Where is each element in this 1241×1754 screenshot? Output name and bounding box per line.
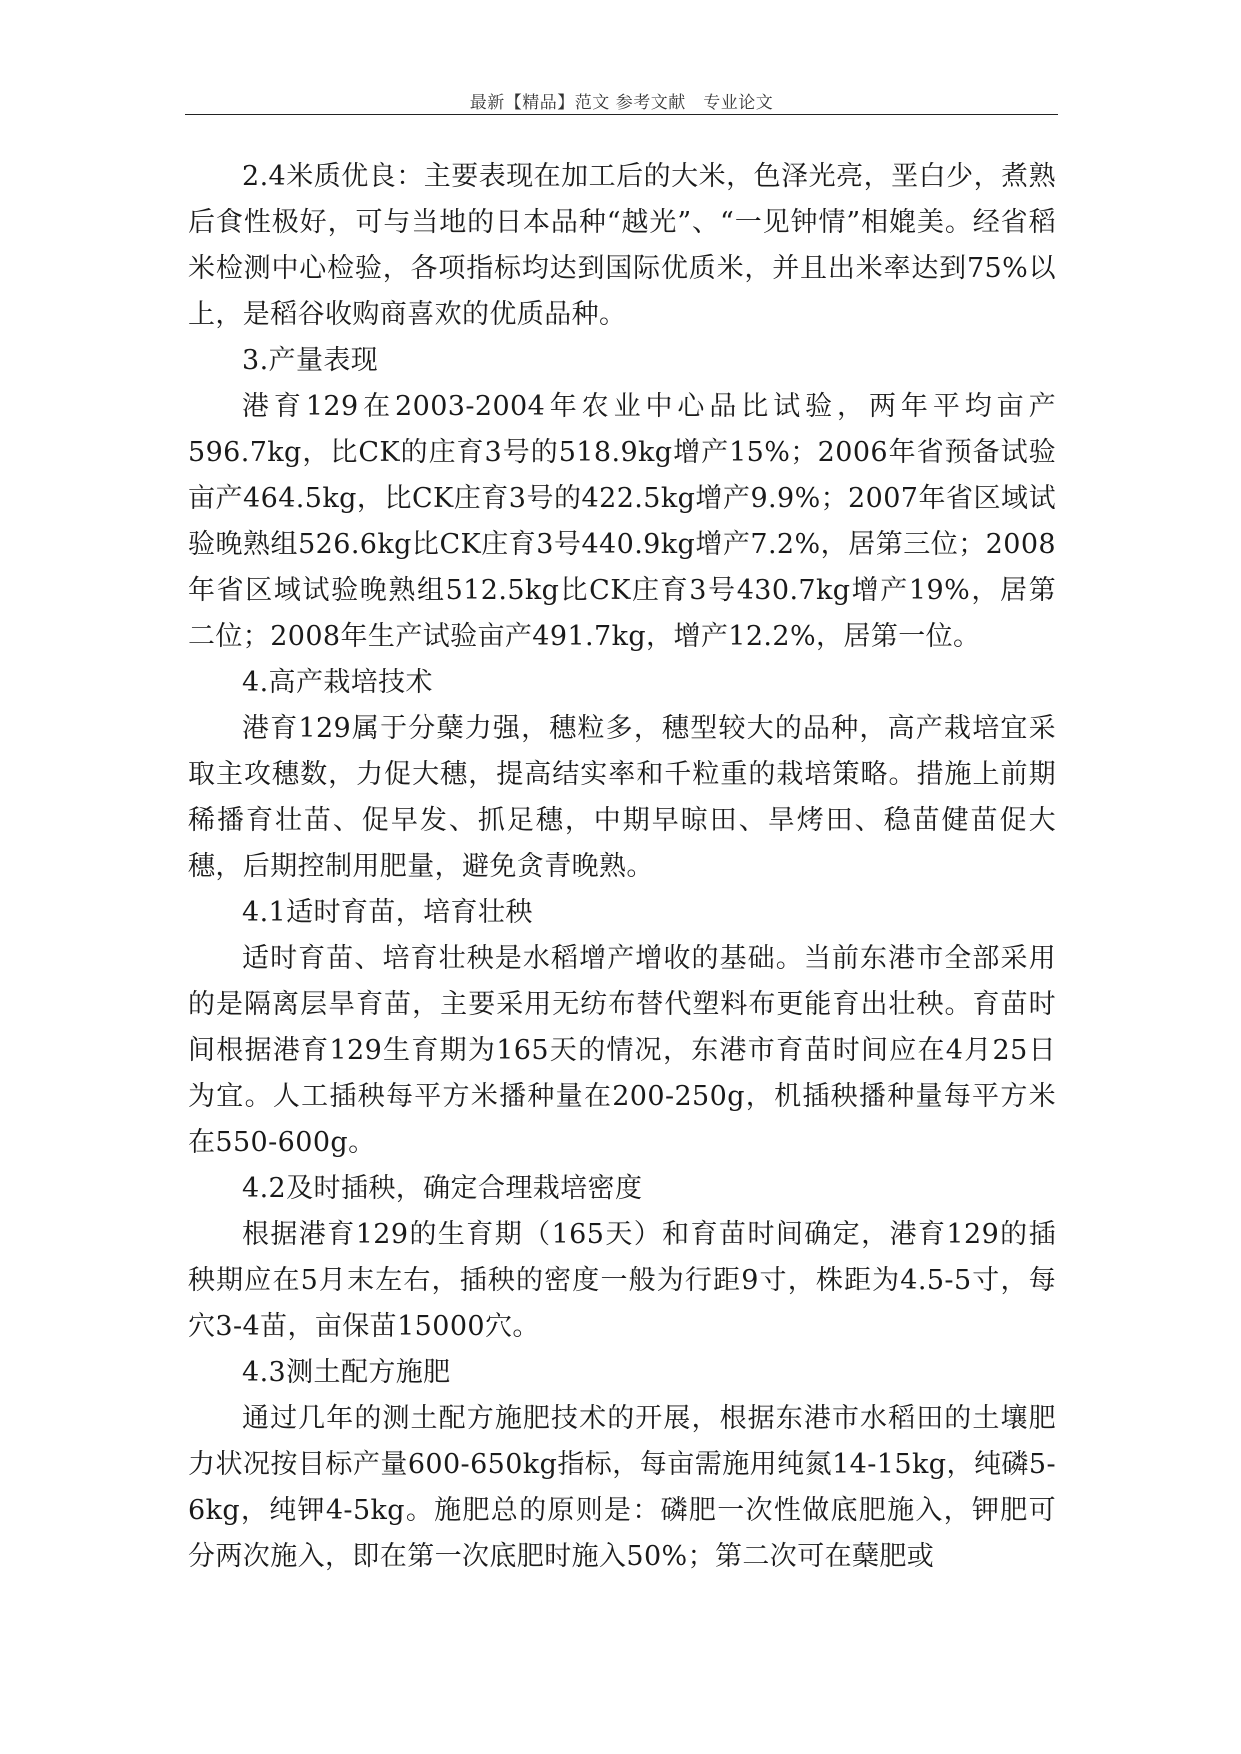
section-heading-cultivation: 4.高产栽培技术: [242, 667, 433, 698]
paragraph-rice-quality: 2.4米质优良：主要表现在加工后的大米，色泽光亮，垩白少，煮熟后食性极好，可与当地的日本品种“越光”、“一见钟情”相媲美。经省稻米检测中心检验，各项指标均达到国际优质米，并且出米率达到75%以上，是稻谷收购商喜欢的优质品种。: [188, 161, 1056, 330]
document-body: [188, 154, 1056, 1580]
section-heading-yield: 3.产量表现: [242, 345, 379, 376]
paragraph-transplanting: 根据港育129的生育期（165天）和育苗时间确定，港育129的插秧期应在5月末左右，插秧的密度一般为行距9寸，株距为4.5-5寸，每穴3-4苗，亩保苗15000穴。: [188, 1219, 1056, 1342]
subsection-heading-transplanting: 4.2及时插秧，确定合理栽培密度: [242, 1173, 643, 1204]
paragraph-fertilization: 通过几年的测土配方施肥技术的开展，根据东港市水稻田的土壤肥力状况按目标产量600-650kg指标，每亩需施用纯氮14-15kg，纯磷5-6kg，纯钾4-5kg。施肥总的原则是：磷肥一次性做底肥施入，钾肥可分两次施入，即在第一次底肥时施入50%；第二次可在蘖肥或: [188, 1403, 1056, 1572]
paragraph-seedling: 适时育苗、培育壮秧是水稻增产增收的基础。当前东港市全部采用的是隔离层旱育苗，主要采用无纺布替代塑料布更能育出壮秧。育苗时间根据港育129生育期为165天的情况，东港市育苗时间应在4月25日为宜。人工插秧每平方米播种量在200-250g，机插秧播种量每平方米在550-600g。: [188, 943, 1056, 1158]
subsection-heading-seedling: 4.1适时育苗，培育壮秧: [242, 897, 533, 928]
paragraph-cultivation: 港育129属于分蘖力强，穗粒多，穗型较大的品种，高产栽培宜采取主攻穗数，力促大穗，提高结实率和千粒重的栽培策略。措施上前期稀播育壮苗、促早发、抓足穗，中期早晾田、旱烤田、稳苗健苗促大穗，后期控制用肥量，避免贪青晚熟。: [188, 713, 1056, 882]
header-rule: [185, 114, 1058, 115]
paragraph-yield: 港育129在2003-2004年农业中心品比试验，两年平均亩产596.7kg，比CK的庄育3号的518.9kg增产15%；2006年省预备试验亩产464.5kg，比CK庄育3号的422.5kg增产9.9%；2007年省区域试验晚熟组526.6kg比CK庄育3号440.9kg增产7.2%，居第三位；2008年省区域试验晚熟组512.5kg比CK庄育3号430.7kg增产19%，居第二位；2008年生产试验亩产491.7kg，增产12.2%，居第一位。: [188, 391, 1056, 652]
running-header: 最新【精品】范文 参考文献 专业论文: [469, 93, 774, 113]
subsection-heading-fertilization: 4.3测土配方施肥: [242, 1357, 451, 1388]
